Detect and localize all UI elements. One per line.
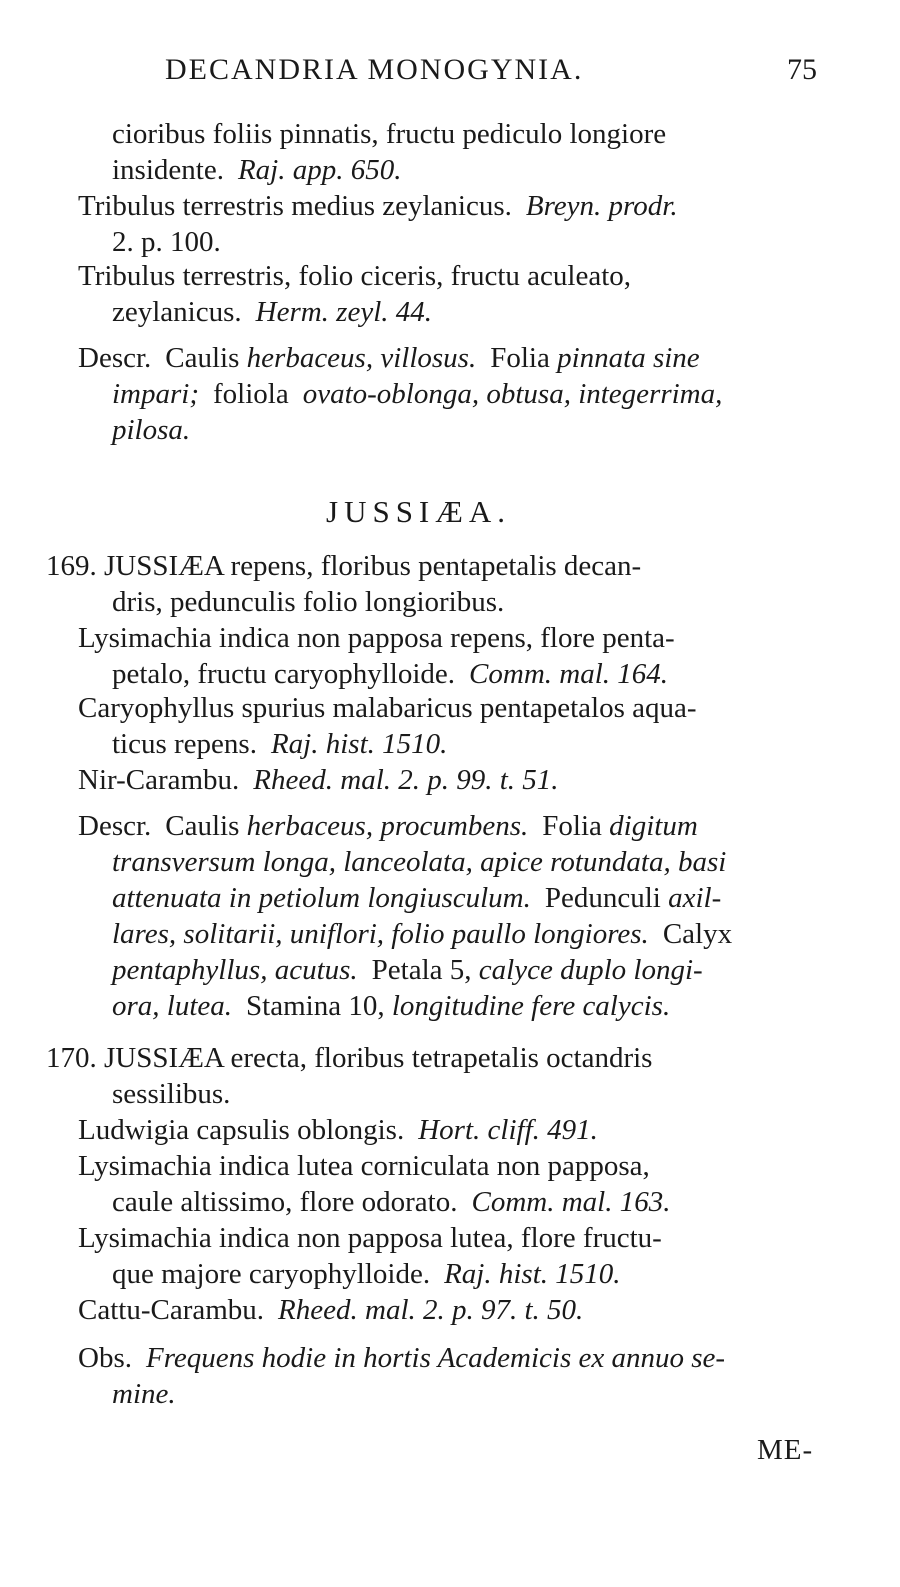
synonym-line: Nir-Carambu. Rheed. mal. 2. p. 99. t. 51. (78, 764, 559, 796)
description-line: pilosa. (112, 414, 191, 446)
description-line: impari; foliola ovato-oblonga, obtusa, integerrima, (112, 378, 723, 410)
description-line: attenuata in petiolum longiusculum. Pedunculi axil- (112, 882, 722, 914)
running-title: DECANDRIA MONOGYNIA. (165, 53, 584, 86)
text-line: petalo, fructu caryophylloide. Comm. mal. 164. (112, 658, 669, 690)
species-169-heading: 169. JUSSIÆA repens, floribus pentapetalis decan- (46, 550, 642, 582)
synonym-line: Lysimachia indica non papposa repens, flore penta- (78, 622, 675, 654)
text-line: que majore caryophylloide. Raj. hist. 1510. (112, 1258, 621, 1290)
synonym-line: Caryophyllus spurius malabaricus pentapetalos aqua- (78, 692, 697, 724)
description-line: lares, solitarii, uniflori, folio paullo longiores. Calyx (112, 918, 733, 950)
description-line: Descr. Caulis herbaceus, procumbens. Folia digitum (78, 810, 698, 842)
text-line: cioribus foliis pinnatis, fructu pediculo longiore (112, 118, 667, 150)
synonym-line: Tribulus terrestris medius zeylanicus. Breyn. prodr. (78, 190, 678, 222)
synonym-line: Ludwigia capsulis oblongis. Hort. cliff. 491. (78, 1114, 598, 1146)
observation-line: Obs. Frequens hodie in hortis Academicis ex annuo se- (78, 1342, 726, 1374)
synonym-line: Lysimachia indica lutea corniculata non papposa, (78, 1150, 650, 1182)
synonym-line: Cattu-Carambu. Rheed. mal. 2. p. 97. t. 50. (78, 1294, 584, 1326)
page-number: 75 (787, 53, 817, 86)
genus-heading: JUSSIÆA. (326, 494, 511, 529)
text-line: insidente. Raj. app. 650. (112, 154, 402, 186)
species-170-heading: 170. JUSSIÆA erecta, floribus tetrapetalis octandris (46, 1042, 653, 1074)
text-line: ticus repens. Raj. hist. 1510. (112, 728, 448, 760)
description-line: ora, lutea. Stamina 10, longitudine fere calycis. (112, 990, 671, 1022)
synonym-line: Lysimachia indica non papposa lutea, flore fructu- (78, 1222, 662, 1254)
text-line: caule altissimo, flore odorato. Comm. mal. 163. (112, 1186, 671, 1218)
description-line: Descr. Caulis herbaceus, villosus. Folia pinnata sine (78, 342, 700, 374)
text-line: sessilibus. (112, 1078, 231, 1110)
text-line: dris, pedunculis folio longioribus. (112, 586, 505, 618)
observation-line: mine. (112, 1378, 176, 1410)
text-line: zeylanicus. Herm. zeyl. 44. (112, 296, 433, 328)
text-line: 2. p. 100. (112, 226, 221, 258)
description-line: pentaphyllus, acutus. Petala 5, calyce duplo longi- (112, 954, 703, 986)
catchword: ME- (757, 1434, 814, 1466)
description-line: transversum longa, lanceolata, apice rotundata, basi (112, 846, 727, 878)
synonym-line: Tribulus terrestris, folio ciceris, fructu aculeato, (78, 260, 631, 292)
